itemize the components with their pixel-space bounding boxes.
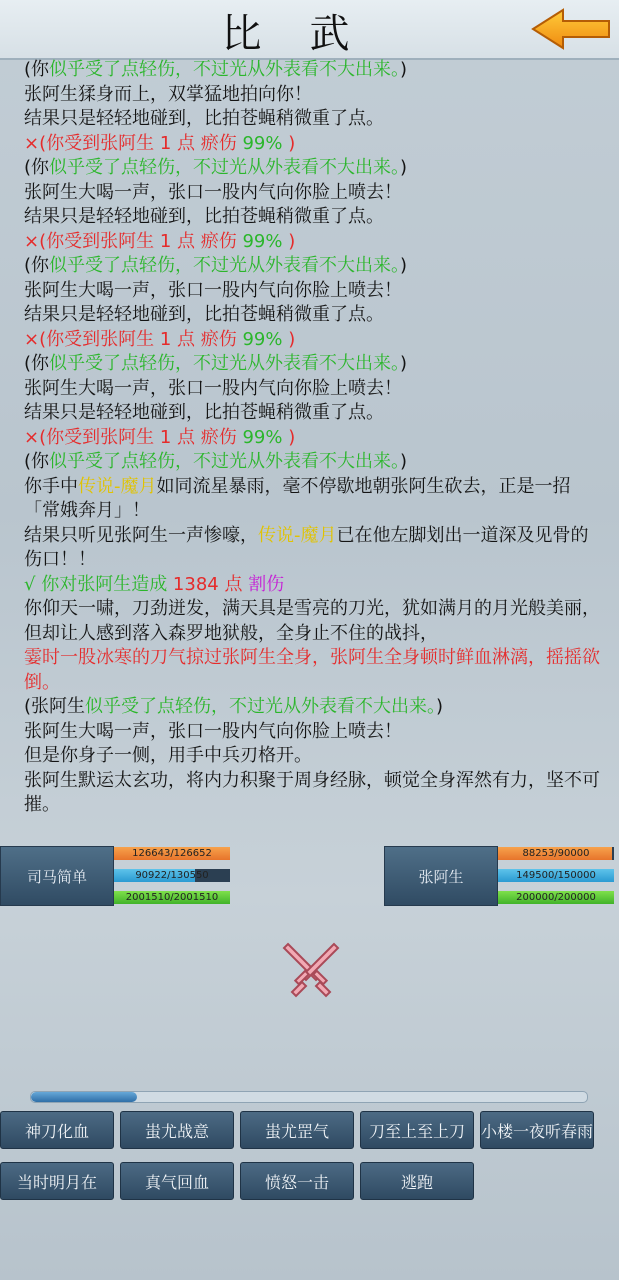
- log-text: ): [282, 132, 296, 154]
- skill-button[interactable]: 蚩尤战意: [120, 1111, 234, 1149]
- log-text: 似乎受了点轻伤，不过光从外表看不大出来。: [85, 696, 437, 717]
- log-text: 似乎受了点轻伤，不过光从外表看不大出来。: [49, 451, 401, 472]
- log-text: (你: [24, 157, 50, 178]
- log-line: [24, 744, 604, 769]
- log-line: [24, 58, 604, 83]
- enemy-sp-text: 200000/200000: [516, 892, 596, 903]
- log-text: ): [400, 59, 408, 80]
- log-line: [24, 303, 604, 328]
- player-mp-text: 90922/130550: [135, 870, 209, 881]
- log-text: 结果只是轻轻地碰到，比拍苍蝇稍微重了点。: [24, 206, 384, 227]
- log-text: ): [282, 328, 296, 350]
- log-text: 99%: [242, 132, 283, 154]
- log-line: [24, 181, 604, 206]
- log-line: [24, 377, 604, 402]
- log-text: 但是你身子一侧，用手中兵刃格开。: [24, 745, 312, 766]
- log-line: [24, 720, 604, 745]
- turn-progress-fill: [31, 1092, 137, 1102]
- log-line: [24, 695, 604, 720]
- log-text: √ 你对张阿生造成: [24, 573, 173, 595]
- log-text: 99%: [242, 230, 283, 252]
- log-line: [24, 83, 604, 108]
- log-line: [24, 254, 604, 279]
- log-text: (你: [24, 451, 50, 472]
- log-text: (你: [24, 59, 50, 80]
- log-text: ×(你受到张阿生 1 点 瘀伤: [24, 426, 243, 448]
- log-text: 张阿生猱身而上，双掌猛地拍向你！: [24, 83, 312, 105]
- log-text: 传说-魔月: [258, 524, 337, 546]
- log-text: ): [282, 426, 296, 448]
- log-text: ): [400, 353, 408, 374]
- log-text: ): [400, 451, 408, 472]
- battle-log: [24, 58, 604, 838]
- log-line: [24, 205, 604, 230]
- log-line: [24, 646, 604, 695]
- log-line: [24, 328, 604, 353]
- log-line: [24, 401, 604, 426]
- log-line: [24, 475, 604, 524]
- skill-button[interactable]: 逃跑: [360, 1162, 474, 1200]
- skill-button[interactable]: 蚩尤罡气: [240, 1111, 354, 1149]
- log-line: [24, 132, 604, 157]
- log-text: 张阿生大喝一声，张口一股内气向你脸上喷去！: [24, 181, 402, 203]
- log-line: [24, 769, 604, 818]
- player-panel: [0, 846, 232, 906]
- log-text: 你仰天一啸，刀劲迸发，满天具是雪亮的刀光，犹如满月的月光般美丽，: [24, 598, 600, 619]
- log-text: 似乎受了点轻伤，不过光从外表看不大出来。: [49, 353, 401, 374]
- log-line: [24, 156, 604, 181]
- log-line: [24, 622, 604, 647]
- log-text: 结果只是轻轻地碰到，比拍苍蝇稍微重了点。: [24, 304, 384, 325]
- log-text: 1384 点: [172, 573, 249, 595]
- log-text: 99%: [242, 328, 283, 350]
- page-title: 比武: [221, 11, 398, 57]
- log-text: ×(你受到张阿生 1 点 瘀伤: [24, 132, 243, 154]
- log-text: ): [436, 696, 444, 717]
- skill-button[interactable]: 神刀化血: [0, 1111, 114, 1149]
- log-text: 张阿生大喝一声，张口一股内气向你脸上喷去！: [24, 279, 402, 301]
- log-text: (张阿生: [24, 696, 86, 717]
- log-text: ): [400, 255, 408, 276]
- skill-button[interactable]: 小楼一夜听春雨: [480, 1111, 594, 1149]
- skill-button[interactable]: 愤怒一击: [240, 1162, 354, 1200]
- log-text: ): [400, 157, 408, 178]
- back-arrow-icon[interactable]: [529, 6, 613, 52]
- log-text: (你: [24, 353, 50, 374]
- enemy-hp-text: 88253/90000: [522, 848, 590, 859]
- log-text: 已在他左脚划出一道深及见骨的伤口！！: [24, 524, 589, 570]
- player-sp-text: 2001510/2001510: [125, 892, 219, 903]
- log-text: (你: [24, 255, 50, 276]
- player-hp-text: 126643/126652: [132, 848, 212, 859]
- log-line: [24, 352, 604, 377]
- enemy-mp-text: 149500/150000: [516, 870, 596, 881]
- log-line: [24, 107, 604, 132]
- log-text: ×(你受到张阿生 1 点 瘀伤: [24, 328, 243, 350]
- enemy-panel: [384, 846, 616, 906]
- log-text: 你手中: [24, 475, 78, 497]
- log-line: [24, 426, 604, 451]
- log-text: ×(你受到张阿生 1 点 瘀伤: [24, 230, 243, 252]
- crossed-swords-icon: [280, 938, 342, 1000]
- log-text: 似乎受了点轻伤，不过光从外表看不大出来。: [49, 59, 401, 80]
- skill-button[interactable]: 真气回血: [120, 1162, 234, 1200]
- log-text: 结果只听见张阿生一声惨嚎，: [24, 524, 258, 546]
- log-text: 结果只是轻轻地碰到，比拍苍蝇稍微重了点。: [24, 108, 384, 129]
- log-text: 结果只是轻轻地碰到，比拍苍蝇稍微重了点。: [24, 402, 384, 423]
- log-text: 割伤: [248, 573, 285, 595]
- turn-progress-bar: [30, 1091, 588, 1103]
- log-text: 张阿生大喝一声，张口一股内气向你脸上喷去！: [24, 377, 402, 399]
- player-name-button[interactable]: 司马简单: [0, 846, 114, 906]
- log-line: [24, 573, 604, 598]
- log-text: 似乎受了点轻伤，不过光从外表看不大出来。: [49, 255, 401, 276]
- log-text: 似乎受了点轻伤，不过光从外表看不大出来。: [49, 157, 401, 178]
- log-text: ): [282, 230, 296, 252]
- log-text: 但却让人感到落入森罗地狱般，全身止不住的战抖，: [24, 622, 438, 644]
- log-text: 如同流星暴雨，毫不停歇地朝张阿生砍去，正是一招「常娥奔月」！: [24, 475, 571, 521]
- log-text: 张阿生大喝一声，张口一股内气向你脸上喷去！: [24, 720, 402, 742]
- skill-button[interactable]: 当时明月在: [0, 1162, 114, 1200]
- log-line: [24, 279, 604, 304]
- log-text: 传说-魔月: [78, 475, 157, 497]
- enemy-name-button[interactable]: 张阿生: [384, 846, 498, 906]
- skill-button[interactable]: 刀至上至上刀: [360, 1111, 474, 1149]
- log-line: [24, 597, 604, 622]
- log-text: 99%: [242, 426, 283, 448]
- log-line: [24, 524, 604, 573]
- top-bar: [0, 0, 619, 60]
- log-line: [24, 450, 604, 475]
- log-text: 霎时一股冰寒的刀气掠过张阿生全身，张阿生全身顿时鲜血淋漓，摇摇欲倒。: [24, 647, 600, 693]
- log-line: [24, 230, 604, 255]
- log-text: 张阿生默运太玄功，将内力积聚于周身经脉，顿觉全身浑然有力，坚不可摧。: [24, 769, 600, 815]
